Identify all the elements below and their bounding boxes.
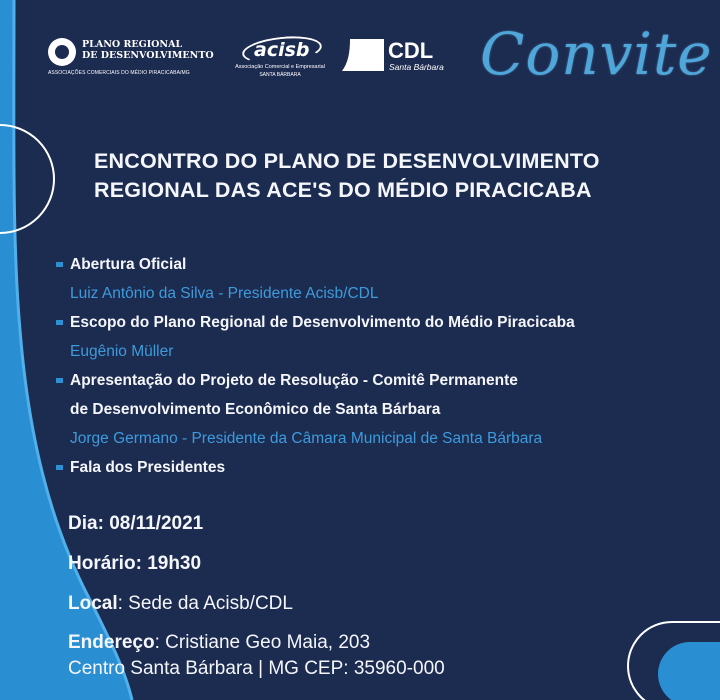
event-address [68,630,708,682]
agenda-item-title-line2: de Desenvolvimento Econômico de Santa Bárbara [70,401,441,418]
date-label: Dia: [68,513,104,534]
acisb-logo [234,34,324,80]
agenda-item-title: Escopo do Plano Regional de Desenvolvimento do Médio Piracicaba [70,314,575,331]
agenda-item-title: Abertura Oficial [70,256,187,273]
agenda-item-title: Fala dos Presidentes [70,459,226,476]
date-value: 08/11/2021 [109,513,204,534]
agenda-item [56,250,706,279]
location-value: : Sede da Acisb/CDL [117,593,293,614]
time-label: Horário: [68,553,142,574]
agenda-item [56,308,706,337]
address-label: Endereço [68,632,155,653]
convite-heading: Convite [480,20,713,88]
cdl-logo-name: CDL [388,38,434,63]
event-title-line1: ENCONTRO DO PLANO DE DESENVOLVIMENTO [94,149,600,173]
acisb-logo-name: acisb [254,39,310,61]
ring-logo-icon [48,38,76,66]
event-time [68,553,708,575]
event-date [68,513,708,535]
plano-logo-subtitle: ASSOCIAÇÕES COMERCIAIS DO MÉDIO PIRACICABA/MG [48,70,190,76]
event-title-line2: REGIONAL DAS ACE'S DO MÉDIO PIRACICABA [94,178,592,202]
agenda-speaker: Jorge Germano - Presidente da Câmara Municipal de Santa Bárbara [70,430,543,447]
bullet-icon [56,262,63,267]
agenda-item-title [70,366,518,424]
acisb-logo-subtitle: Associação Comercial e Empresarial [235,64,325,70]
event-title [94,147,704,205]
agenda-item [56,453,706,482]
acisb-logo-city: SANTA BÁRBARA [259,72,301,78]
address-line2: Centro Santa Bárbara | MG CEP: 35960-000 [68,658,445,679]
agenda-item-title-line1: Apresentação do Projeto de Resolução - Comitê Permanente [70,372,518,389]
event-location [68,593,708,615]
bullet-icon [56,320,63,325]
agenda-speaker: Luiz Antônio da Silva - Presidente Acisb/CDL [70,285,379,302]
agenda-speaker: Eugênio Müller [70,343,174,360]
plano-regional-logo [48,36,214,80]
agenda-list [56,250,706,482]
bullet-icon [56,465,63,470]
cdl-logo [342,38,452,76]
cdl-logo-subtitle: Santa Bárbara [389,62,444,72]
cdl-mark-icon [342,39,384,71]
address-value: : Cristiane Geo Maia, 203 [154,632,371,653]
agenda-item [56,366,706,424]
plano-logo-line1: PLANO REGIONAL [82,39,183,50]
bullet-icon [56,378,63,383]
plano-logo-line2: DE DESENVOLVIMENTO [82,50,214,61]
time-value: 19h30 [147,553,202,574]
location-label: Local [68,593,118,614]
